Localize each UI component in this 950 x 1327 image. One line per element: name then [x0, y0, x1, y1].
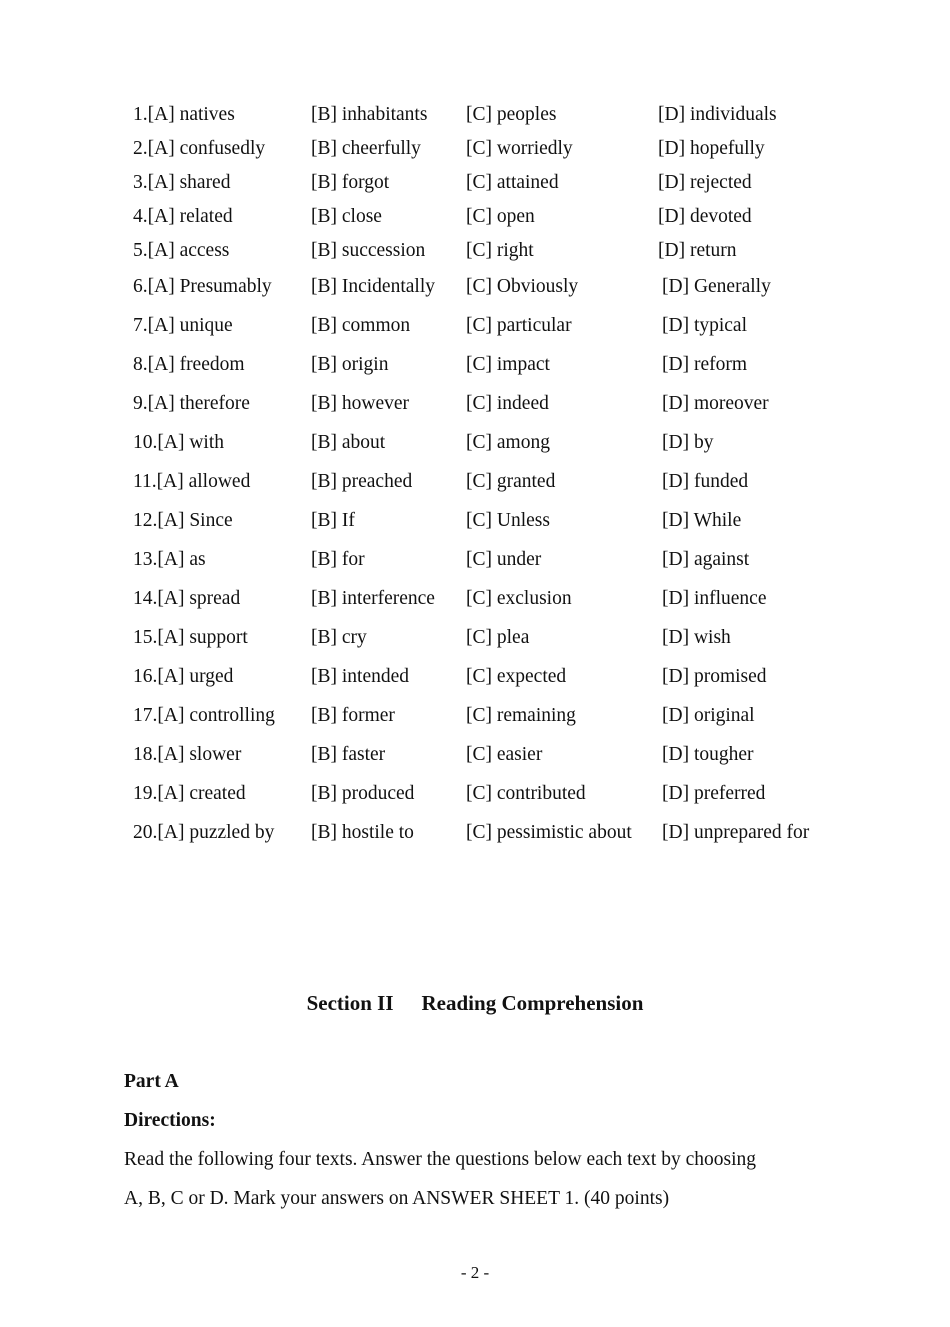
option-row [133, 236, 853, 266]
option-d: [D] typical [662, 315, 748, 336]
section-heading [0, 988, 950, 1018]
option-d: [D] promised [662, 666, 767, 687]
option-a: 1.[A] natives [133, 104, 235, 125]
option-a: 11.[A] allowed [133, 471, 251, 492]
option-b: [B] intended [311, 666, 410, 687]
option-a: 3.[A] shared [133, 172, 231, 193]
option-c: [C] among [466, 432, 550, 453]
option-b: [B] inhabitants [311, 104, 428, 125]
option-a: 20.[A] puzzled by [133, 822, 275, 843]
option-b: [B] about [311, 432, 386, 453]
section-number: Section II [306, 991, 394, 1015]
directions-label: Directions: [124, 1110, 216, 1131]
option-c: [C] Unless [466, 510, 550, 531]
directions-line-2: A, B, C or D. Mark your answers on ANSWER SHEET 1. (40 points) [124, 1188, 670, 1209]
option-row [133, 272, 853, 302]
option-row [133, 545, 853, 575]
option-row [133, 100, 853, 130]
option-a: 17.[A] controlling [133, 705, 275, 726]
option-d: [D] devoted [658, 206, 752, 227]
option-c: [C] attained [466, 172, 559, 193]
option-d: [D] original [662, 705, 755, 726]
option-row [133, 818, 853, 848]
option-row [133, 350, 853, 380]
option-a: 2.[A] confusedly [133, 138, 266, 159]
option-d: [D] Generally [662, 276, 771, 297]
option-row [133, 662, 853, 692]
option-c: [C] easier [466, 744, 543, 765]
option-row [133, 467, 853, 497]
option-c: [C] right [466, 240, 534, 261]
option-b: [B] Incidentally [311, 276, 435, 297]
option-d: [D] wish [662, 627, 731, 648]
option-b: [B] close [311, 206, 382, 227]
option-c: [C] Obviously [466, 276, 579, 297]
page-number: - 2 - [460, 1263, 490, 1282]
option-b: [B] cheerfully [311, 138, 421, 159]
option-b: [B] preached [311, 471, 413, 492]
option-b: [B] cry [311, 627, 367, 648]
option-a: 13.[A] as [133, 549, 206, 570]
part-label: Part A [124, 1071, 179, 1092]
option-b: [B] interference [311, 588, 435, 609]
option-a: 10.[A] with [133, 432, 224, 453]
option-d: [D] individuals [658, 104, 777, 125]
option-row [133, 134, 853, 164]
option-c: [C] indeed [466, 393, 549, 414]
option-a: 9.[A] therefore [133, 393, 250, 414]
option-b: [B] forgot [311, 172, 390, 193]
option-a: 15.[A] support [133, 627, 248, 648]
option-b: [B] succession [311, 240, 426, 261]
option-c: [C] plea [466, 627, 530, 648]
option-a: 5.[A] access [133, 240, 230, 261]
option-d: [D] return [658, 240, 737, 261]
option-row [133, 389, 853, 419]
option-c: [C] exclusion [466, 588, 572, 609]
option-d: [D] rejected [658, 172, 752, 193]
option-b: [B] common [311, 315, 411, 336]
option-a: 4.[A] related [133, 206, 233, 227]
option-d: [D] hopefully [658, 138, 765, 159]
option-d: [D] moreover [662, 393, 769, 414]
option-a: 14.[A] spread [133, 588, 241, 609]
option-c: [C] peoples [466, 104, 557, 125]
option-a: 6.[A] Presumably [133, 276, 272, 297]
option-a: 16.[A] urged [133, 666, 234, 687]
option-b: [B] however [311, 393, 410, 414]
option-row [133, 311, 853, 341]
option-d: [D] by [662, 432, 714, 453]
option-c: [C] contributed [466, 783, 586, 804]
option-c: [C] under [466, 549, 542, 570]
option-a: 12.[A] Since [133, 510, 233, 531]
option-row [133, 506, 853, 536]
option-c: [C] particular [466, 315, 572, 336]
option-d: [D] against [662, 549, 750, 570]
option-c: [C] pessimistic about [466, 822, 632, 843]
option-a: 19.[A] created [133, 783, 246, 804]
option-b: [B] faster [311, 744, 386, 765]
option-d: [D] unprepared for [662, 822, 810, 843]
option-b: [B] produced [311, 783, 415, 804]
option-d: [D] tougher [662, 744, 754, 765]
option-a: 18.[A] slower [133, 744, 242, 765]
option-a: 7.[A] unique [133, 315, 233, 336]
option-row [133, 779, 853, 809]
option-row [133, 623, 853, 653]
option-d: [D] influence [662, 588, 767, 609]
option-b: [B] origin [311, 354, 389, 375]
option-d: [D] reform [662, 354, 747, 375]
option-row [133, 428, 853, 458]
option-c: [C] granted [466, 471, 556, 492]
option-d: [D] funded [662, 471, 749, 492]
option-c: [C] expected [466, 666, 567, 687]
option-d: [D] preferred [662, 783, 766, 804]
option-c: [C] worriedly [466, 138, 573, 159]
option-d: [D] While [662, 510, 742, 531]
option-b: [B] hostile to [311, 822, 414, 843]
option-c: [C] remaining [466, 705, 576, 726]
option-b: [B] for [311, 549, 365, 570]
option-a: 8.[A] freedom [133, 354, 245, 375]
option-row [133, 202, 853, 232]
option-b: [B] former [311, 705, 395, 726]
option-c: [C] open [466, 206, 535, 227]
option-c: [C] impact [466, 354, 550, 375]
option-row [133, 740, 853, 770]
option-row [133, 168, 853, 198]
section-title: Reading Comprehension [421, 991, 644, 1015]
option-row [133, 701, 853, 731]
option-b: [B] If [311, 510, 355, 531]
option-row [133, 584, 853, 614]
directions-line-1: Read the following four texts. Answer the questions below each text by choosing [124, 1149, 756, 1170]
